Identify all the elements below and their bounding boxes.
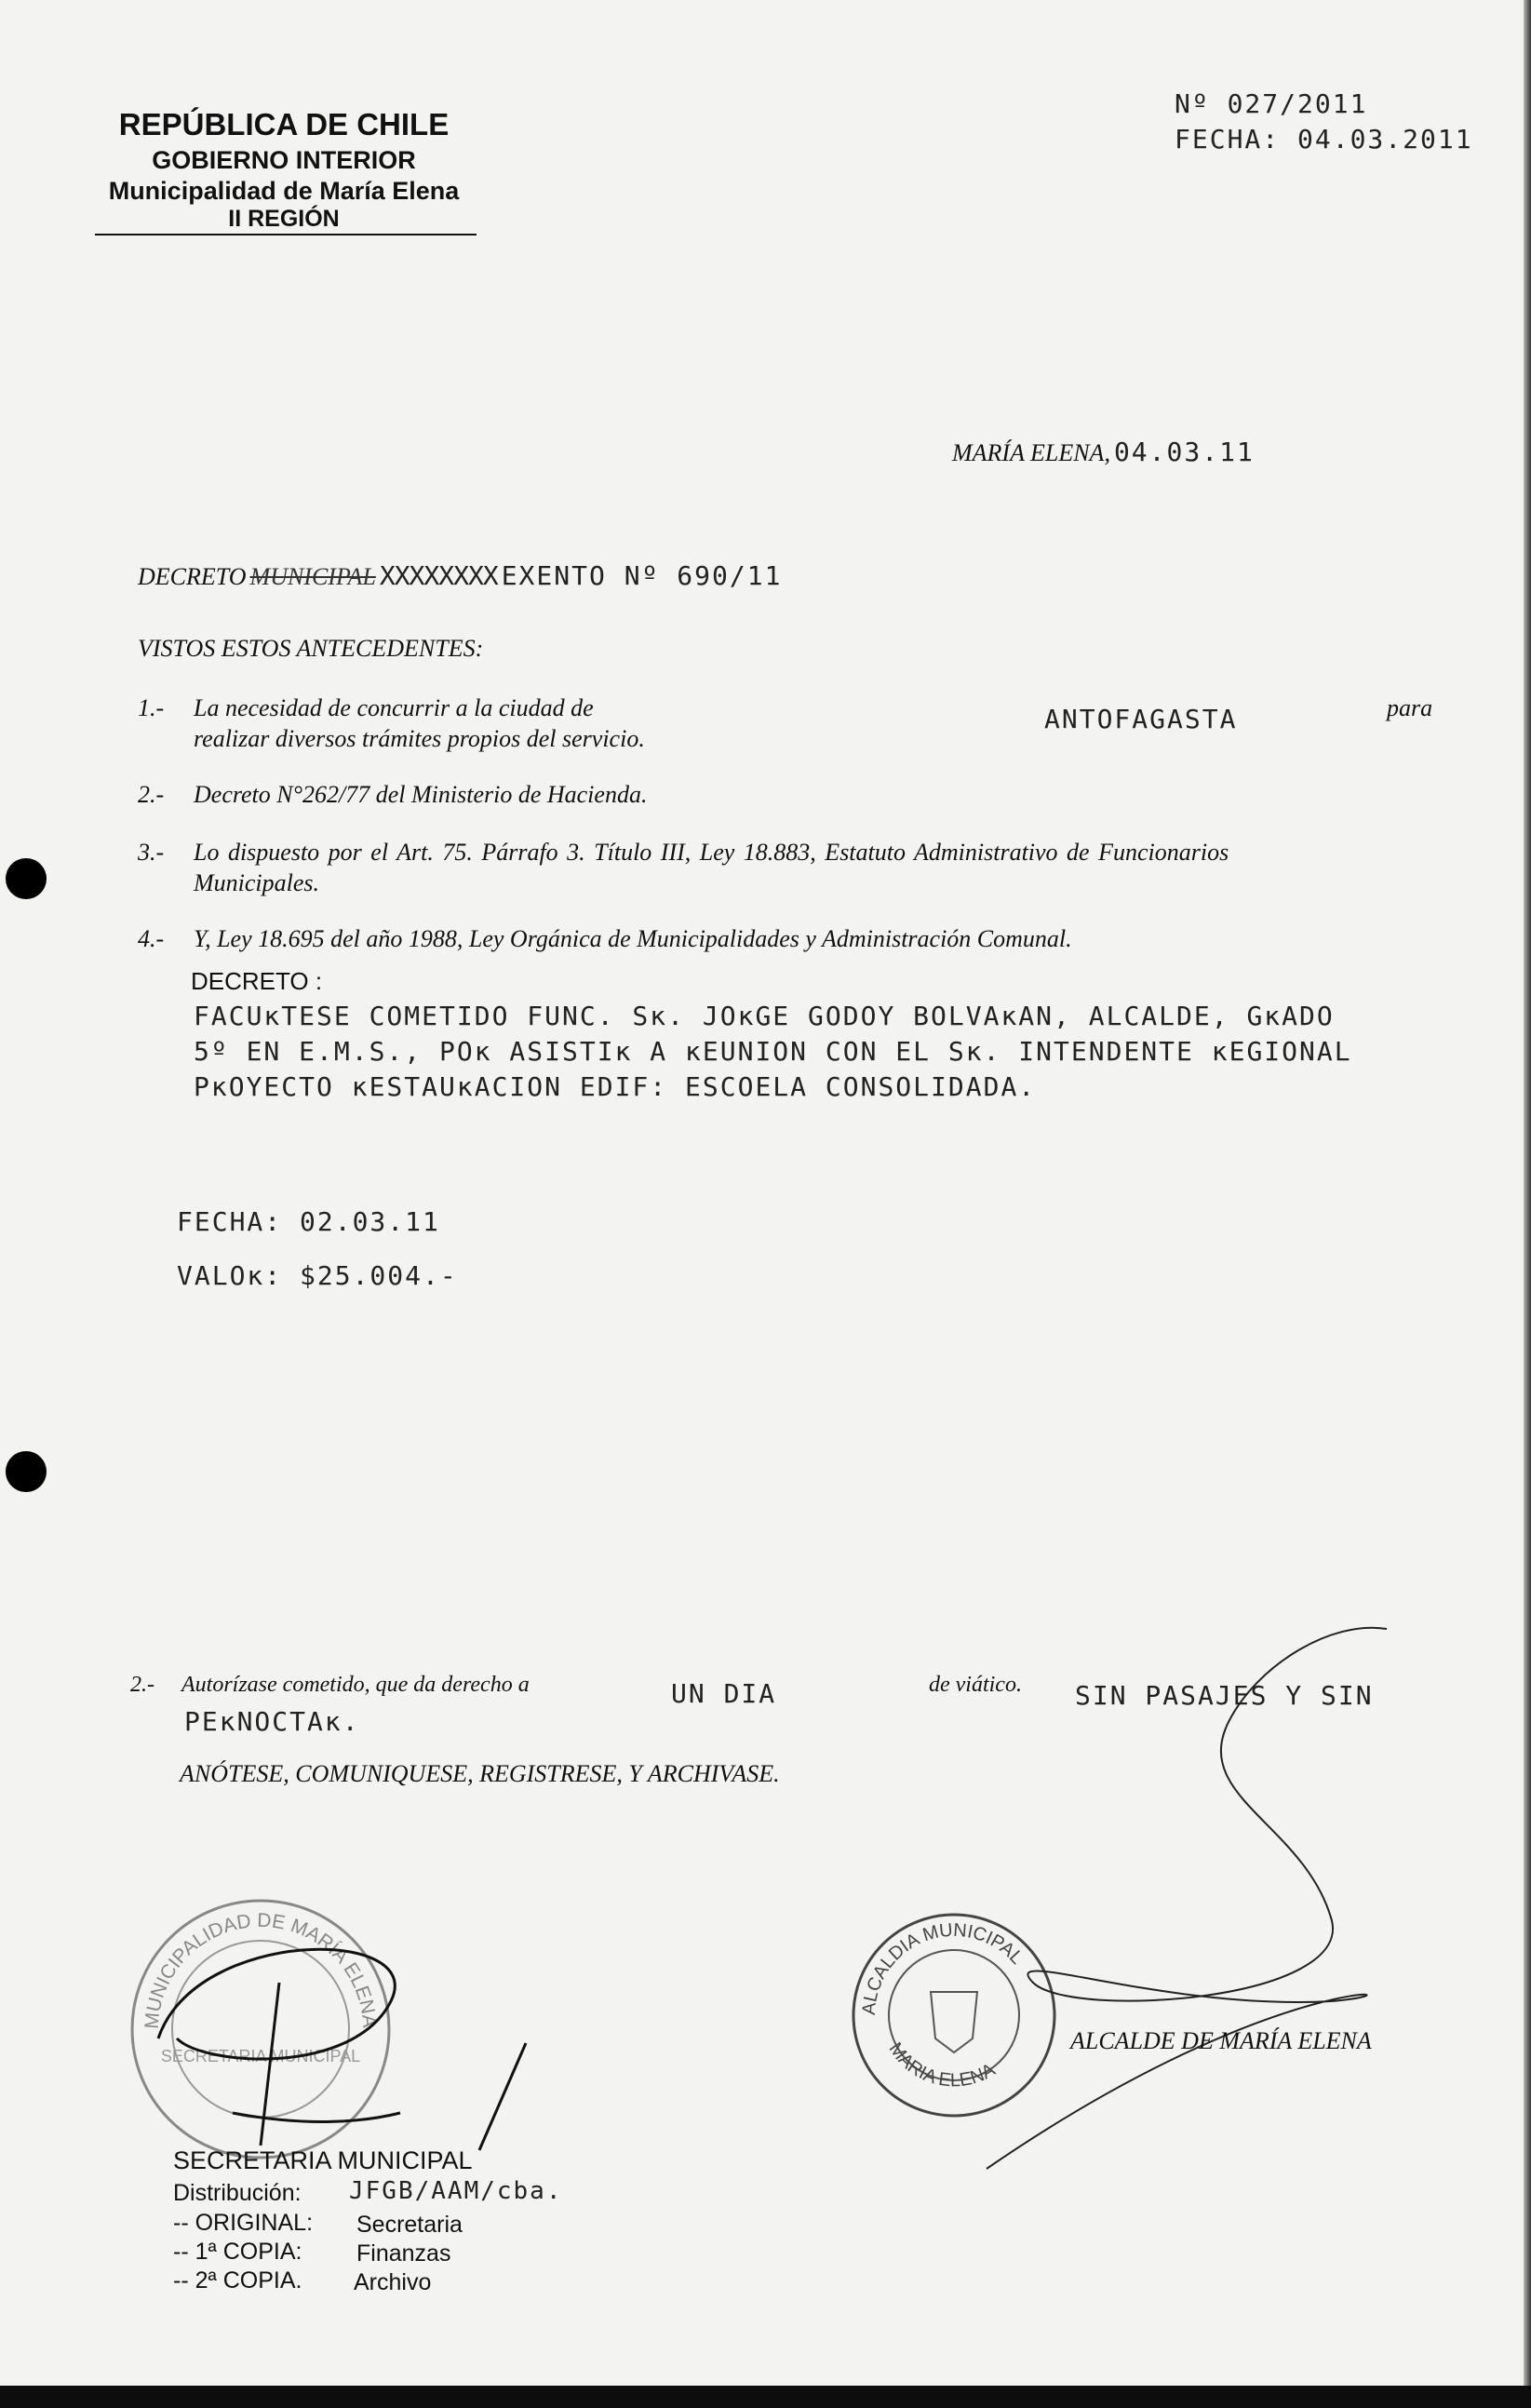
decreto-line: 5º EN E.M.S., POĸ ASISTIĸ A ĸEUNION CON EL Sĸ. INTENDENTE ĸEGIONAL — [194, 1036, 1352, 1067]
decreto-fecha: FECHA: 02.03.11 — [177, 1206, 440, 1237]
date: 04.03.11 — [1113, 437, 1255, 467]
decree-title — [138, 561, 782, 590]
autorizase-extra: PEĸNOCTAĸ. — [184, 1706, 360, 1737]
reference-date: FECHA: 04.03.2011 — [1175, 124, 1473, 155]
item-number: 4.- — [138, 925, 165, 952]
punch-hole — [6, 858, 47, 899]
distribution-label: Distribución: — [173, 2180, 302, 2206]
item-text: Municipales. — [194, 869, 320, 896]
decreto-line: FACUĸTESE COMETIDO FUNC. Sĸ. JOĸGE GODOY BOLVAĸAN, ALCALDE, GĸADO — [194, 1001, 1335, 1031]
item-text: Y, Ley 18.695 del año 1988, Ley Orgánica de Municipalidades y Administración Comunal. — [194, 925, 1072, 952]
stamp-ring-bottom: MARIA ELENA — [884, 2038, 1000, 2092]
alcalde-signature — [977, 1610, 1405, 2187]
viatico-amount: UN DIA — [671, 1678, 777, 1709]
item-text: Decreto N°262/77 del Ministerio de Hacienda. — [194, 781, 648, 808]
decreto-line: PĸOYECTO ĸESTAUĸACION EDIF: ESCOELA CONSOLIDADA. — [194, 1071, 1037, 1102]
punch-hole — [6, 1451, 47, 1492]
vistos-heading: VISTOS ESTOS ANTECEDENTES: — [138, 635, 484, 662]
item-number: 3.- — [138, 839, 165, 866]
secretaria-title: SECRETARIA MUNICIPAL — [173, 2146, 473, 2174]
decreto-heading: DECRETO : — [191, 967, 323, 995]
viatico-label: de viático. — [929, 1673, 1022, 1697]
place: MARÍA ELENA, — [952, 439, 1110, 466]
overtype-text: XXXXXXXX — [379, 560, 498, 591]
item-number: 2.- — [138, 781, 165, 808]
place-date — [952, 437, 1255, 466]
alcalde-title: ALCALDE DE MARÍA ELENA — [1070, 2027, 1372, 2054]
coat-of-arms-icon — [931, 1992, 977, 2052]
scan-edge — [0, 2386, 1531, 2408]
distribution-initials: JFGB/AAM/cba. — [349, 2177, 563, 2205]
scan-edge — [1524, 0, 1531, 2408]
header-government: GOBIERNO INTERIOR — [152, 146, 416, 174]
decree-number: EXENTO Nº 690/11 — [501, 560, 783, 591]
distribution-row-label: -- 1ª COPIA: — [173, 2239, 302, 2265]
item-text: realizar diversos trámites propios del servicio. — [194, 725, 645, 752]
distribution-row-value: Finanzas — [356, 2240, 451, 2267]
distribution-row-value: Archivo — [354, 2269, 432, 2295]
item-text: La necesidad de concurrir a la ciudad de — [194, 694, 594, 721]
distribution-row-label: -- 2ª COPIA. — [173, 2267, 302, 2294]
reference-number: Nº 027/2011 — [1175, 88, 1368, 119]
header-region: II REGIÓN — [228, 206, 340, 232]
header-underline — [95, 234, 477, 235]
distribution-row-label: -- ORIGINAL: — [173, 2210, 314, 2236]
item-text: Lo dispuesto por el Art. 75. Párrafo 3. Título III, Ley 18.883, Estatuto Administrativo de Funcionarios — [194, 839, 1229, 866]
secretaria-stamp — [121, 1890, 419, 2169]
autorizase-extra: SIN PASAJES Y SIN — [1075, 1680, 1374, 1711]
svg-text:MUNICIPALIDAD DE MARÍA ELENA — [141, 1910, 380, 2030]
closing: ANÓTESE, COMUNIQUESE, REGISTRESE, Y ARCHIVASE. — [180, 1760, 780, 1787]
item-number: 2.- — [130, 1673, 154, 1697]
stamp-ring-top: ALCALDIA MUNICIPAL — [858, 1919, 1027, 2016]
decree-prefix: DECRETO — [138, 563, 247, 590]
struck-text: MUNICIPAL — [249, 563, 376, 590]
decreto-valor: VALOĸ: $25.004.- — [177, 1260, 458, 1291]
stamp-center-text: SECRETARIA MUNICIPAL — [160, 2047, 361, 2065]
stamp-ring-text: MUNICIPALIDAD DE MARÍA ELENA — [141, 1909, 381, 2030]
city: ANTOFAGASTA — [1044, 704, 1238, 734]
item-text: para — [1387, 694, 1433, 721]
distribution-row-value: Secretaria — [356, 2212, 463, 2238]
header-municipality: Municipalidad de María Elena — [108, 177, 460, 205]
item-number: 1.- — [138, 694, 165, 721]
autorizase-text: Autorízase cometido, que da derecho a — [181, 1673, 530, 1697]
header-country: REPÚBLICA DE CHILE — [118, 107, 450, 141]
